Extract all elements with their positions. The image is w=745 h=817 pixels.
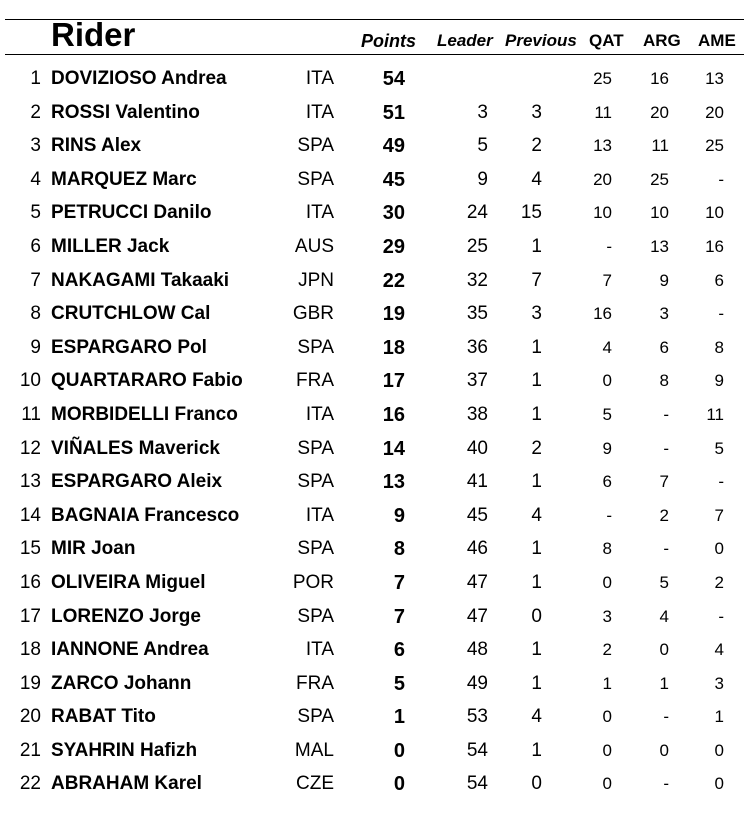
points-cell: 0	[393, 739, 405, 762]
qat-points-cell: 0	[602, 740, 612, 760]
nation-cell: ITA	[305, 639, 334, 661]
position-cell: 17	[19, 605, 41, 627]
arg-points-cell: 4	[659, 606, 669, 626]
arg-points-cell: 0	[659, 640, 669, 660]
rider-name-cell: ESPARGARO Aleix	[51, 471, 223, 493]
position-cell: 4	[30, 168, 41, 190]
arg-points-cell: 20	[650, 102, 669, 122]
arg-points-cell: 8	[659, 371, 669, 391]
gap-leader-cell: 46	[466, 538, 488, 560]
gap-leader-cell: 47	[466, 571, 488, 593]
ame-points-cell: 1	[714, 707, 724, 727]
gap-previous-cell: 3	[531, 101, 542, 123]
arg-points-cell: 6	[659, 337, 669, 357]
gap-previous-cell: 1	[531, 672, 542, 694]
qat-points-cell: 20	[593, 169, 612, 189]
table-row	[0, 567, 745, 601]
rider-name-cell: ROSSI Valentino	[51, 101, 200, 123]
nation-cell: ITA	[305, 101, 334, 123]
points-cell: 30	[382, 202, 405, 225]
nation-cell: SPA	[297, 168, 334, 190]
arg-points-cell: -	[663, 438, 669, 458]
rider-name-cell: RINS Alex	[51, 135, 142, 157]
ame-points-cell: 8	[714, 337, 724, 357]
points-cell: 45	[382, 168, 405, 191]
table-row	[0, 399, 745, 433]
nation-cell: GBR	[292, 303, 334, 325]
gap-previous-cell: 1	[531, 538, 542, 560]
qat-points-cell: 11	[594, 102, 612, 122]
header-points: Points	[361, 31, 417, 51]
arg-points-cell: 3	[659, 304, 669, 324]
nation-cell: SPA	[297, 605, 334, 627]
table-row	[0, 533, 745, 567]
gap-leader-cell: 54	[466, 739, 488, 761]
gap-leader-cell: 49	[466, 672, 488, 694]
gap-leader-cell: 45	[466, 504, 488, 526]
qat-points-cell: 9	[602, 438, 612, 458]
ame-points-cell: 7	[714, 505, 724, 525]
qat-points-cell: -	[606, 505, 612, 525]
gap-previous-cell: 0	[531, 605, 542, 627]
ame-points-cell: 3	[714, 673, 724, 693]
points-cell: 16	[382, 403, 405, 426]
gap-previous-cell: 1	[531, 403, 542, 425]
ame-points-cell: 13	[705, 69, 724, 88]
points-cell: 17	[382, 370, 405, 393]
points-cell: 0	[393, 773, 405, 796]
arg-points-cell: -	[663, 774, 669, 794]
rider-name-cell: IANNONE Andrea	[51, 639, 209, 661]
position-cell: 13	[19, 471, 41, 493]
rider-name-cell: OLIVEIRA Miguel	[51, 571, 206, 593]
gap-leader-cell: 40	[466, 437, 488, 459]
points-cell: 22	[382, 269, 405, 292]
position-cell: 19	[19, 672, 41, 694]
position-cell: 20	[19, 706, 41, 728]
table-row	[0, 63, 745, 97]
table-row	[0, 332, 745, 366]
rider-name-cell: ABRAHAM Karel	[51, 773, 202, 795]
nation-cell: SPA	[297, 437, 334, 459]
nation-cell: SPA	[297, 538, 334, 560]
gap-leader-cell: 48	[466, 639, 488, 661]
arg-points-cell: 1	[659, 673, 669, 693]
table-row	[0, 601, 745, 635]
rider-name-cell: ESPARGARO Pol	[51, 336, 207, 358]
qat-points-cell: -	[606, 236, 612, 256]
position-cell: 5	[30, 202, 41, 224]
position-cell: 14	[19, 504, 41, 526]
position-cell: 1	[30, 68, 41, 89]
position-cell: 18	[19, 639, 41, 661]
arg-points-cell: 9	[659, 270, 669, 290]
qat-points-cell: 6	[602, 472, 612, 492]
gap-previous-cell: 1	[531, 639, 542, 661]
points-cell: 8	[393, 538, 405, 561]
qat-points-cell: 1	[602, 673, 612, 693]
nation-cell: CZE	[296, 773, 334, 795]
points-cell: 5	[393, 672, 405, 695]
position-cell: 7	[30, 269, 41, 291]
arg-points-cell: 25	[650, 169, 669, 189]
position-cell: 12	[19, 437, 41, 459]
rider-name-cell: LORENZO Jorge	[51, 605, 201, 627]
qat-points-cell: 7	[602, 270, 612, 290]
position-cell: 11	[21, 403, 41, 425]
table-row	[0, 298, 745, 332]
gap-leader-cell: 36	[466, 336, 488, 358]
header-rule	[5, 54, 744, 55]
position-cell: 2	[30, 101, 41, 123]
points-cell: 6	[393, 639, 405, 662]
gap-previous-cell: 1	[531, 336, 542, 358]
gap-leader-cell: 53	[466, 706, 488, 728]
arg-points-cell: -	[663, 539, 669, 559]
header-previous: Previous	[505, 31, 577, 50]
qat-points-cell: 0	[602, 707, 612, 727]
points-cell: 7	[393, 605, 405, 628]
qat-points-cell: 0	[602, 371, 612, 391]
rider-name-cell: QUARTARARO Fabio	[51, 370, 243, 392]
arg-points-cell: -	[663, 404, 669, 424]
rider-name-cell: NAKAGAMI Takaaki	[51, 269, 230, 291]
rider-name-cell: SYAHRIN Hafizh	[51, 739, 198, 761]
table-row	[0, 365, 745, 399]
arg-points-cell: 16	[650, 69, 669, 88]
header-qat: QAT	[589, 31, 624, 50]
gap-previous-cell: 1	[531, 370, 542, 392]
table-row	[0, 466, 745, 500]
ame-points-cell: 10	[705, 203, 724, 223]
ame-points-cell: 4	[714, 640, 724, 660]
qat-points-cell: 4	[602, 337, 612, 357]
table-row	[0, 735, 745, 769]
qat-points-cell: 16	[593, 304, 612, 324]
nation-cell: ITA	[305, 504, 334, 526]
nation-cell: FRA	[296, 672, 334, 694]
arg-points-cell: 13	[650, 236, 669, 256]
qat-points-cell: 8	[602, 539, 612, 559]
table-row	[0, 668, 745, 702]
nation-cell: JPN	[298, 269, 334, 291]
nation-cell: ITA	[305, 202, 334, 224]
points-cell: 18	[382, 336, 405, 359]
gap-leader-cell: 54	[466, 773, 488, 795]
rider-name-cell: MILLER Jack	[51, 235, 170, 257]
position-cell: 9	[30, 336, 41, 358]
gap-previous-cell: 3	[531, 303, 542, 325]
points-cell: 49	[382, 135, 405, 158]
rider-name-cell: MORBIDELLI Franco	[51, 403, 238, 425]
position-cell: 22	[19, 773, 41, 795]
nation-cell: SPA	[297, 706, 334, 728]
arg-points-cell: 0	[659, 740, 669, 760]
rider-name-cell: RABAT Tito	[51, 706, 156, 728]
header-ame: AME	[698, 31, 736, 50]
table-row	[0, 768, 745, 802]
header-rider: Rider	[51, 16, 136, 53]
gap-leader-cell: 25	[466, 235, 488, 257]
ame-points-cell: -	[718, 304, 724, 324]
table-row	[0, 265, 745, 299]
gap-previous-cell: 7	[531, 269, 542, 291]
ame-points-cell: 0	[714, 740, 724, 760]
points-cell: 19	[382, 303, 405, 326]
gap-previous-cell: 2	[531, 135, 542, 157]
qat-points-cell: 3	[602, 606, 612, 626]
nation-cell: MAL	[294, 739, 334, 761]
gap-leader-cell: 3	[477, 101, 488, 123]
gap-leader-cell: 38	[466, 403, 488, 425]
standings-table	[0, 63, 745, 802]
ame-points-cell: 0	[714, 539, 724, 559]
rider-name-cell: PETRUCCI Danilo	[51, 202, 212, 224]
ame-points-cell: 6	[714, 270, 724, 290]
points-cell: 9	[393, 504, 405, 527]
rider-name-cell: DOVIZIOSO Andrea	[51, 68, 227, 89]
qat-points-cell: 0	[602, 774, 612, 794]
nation-cell: SPA	[297, 471, 334, 493]
position-cell: 15	[19, 538, 41, 560]
ame-points-cell: 9	[714, 371, 724, 391]
arg-points-cell: 10	[650, 203, 669, 223]
header-arg: ARG	[643, 31, 681, 50]
position-cell: 6	[30, 235, 41, 257]
ame-points-cell: 16	[705, 236, 724, 256]
qat-points-cell: 10	[593, 203, 612, 223]
gap-leader-cell: 35	[466, 303, 488, 325]
gap-previous-cell: 1	[531, 235, 542, 257]
gap-leader-cell: 41	[466, 471, 488, 493]
points-cell: 14	[382, 437, 405, 460]
position-cell: 10	[19, 370, 41, 392]
points-cell: 13	[382, 471, 405, 494]
qat-points-cell: 13	[593, 136, 612, 156]
points-cell: 7	[393, 571, 405, 594]
gap-leader-cell: 24	[466, 202, 488, 224]
rider-name-cell: CRUTCHLOW Cal	[51, 303, 211, 325]
table-row	[0, 164, 745, 198]
table-row	[0, 500, 745, 534]
gap-previous-cell: 4	[531, 706, 542, 728]
table-row	[0, 231, 745, 265]
position-cell: 3	[30, 135, 41, 157]
rider-name-cell: BAGNAIA Francesco	[51, 504, 240, 526]
rider-name-cell: MIR Joan	[51, 538, 136, 560]
rider-name-cell: ZARCO Johann	[51, 672, 192, 694]
gap-previous-cell: 2	[531, 437, 542, 459]
ame-points-cell: -	[718, 472, 724, 492]
qat-points-cell: 0	[602, 572, 612, 592]
ame-points-cell: -	[718, 169, 724, 189]
table-row	[0, 97, 745, 131]
gap-previous-cell: 1	[531, 571, 542, 593]
arg-points-cell: -	[663, 707, 669, 727]
nation-cell: ITA	[305, 68, 334, 89]
position-cell: 16	[19, 571, 41, 593]
gap-previous-cell: 1	[531, 471, 542, 493]
nation-cell: SPA	[297, 135, 334, 157]
arg-points-cell: 2	[659, 505, 669, 525]
ame-points-cell: 11	[706, 404, 724, 424]
gap-previous-cell: 1	[531, 739, 542, 761]
gap-previous-cell: 0	[531, 773, 542, 795]
table-row	[0, 433, 745, 467]
gap-leader-cell: 47	[466, 605, 488, 627]
nation-cell: SPA	[297, 336, 334, 358]
gap-leader-cell: 5	[477, 135, 488, 157]
arg-points-cell: 11	[651, 136, 669, 156]
ame-points-cell: 5	[714, 438, 724, 458]
position-cell: 8	[30, 303, 41, 325]
nation-cell: ITA	[305, 403, 334, 425]
table-row	[0, 634, 745, 668]
arg-points-cell: 7	[659, 472, 669, 492]
points-cell: 51	[382, 101, 405, 124]
nation-cell: FRA	[296, 370, 334, 392]
qat-points-cell: 25	[593, 69, 612, 88]
ame-points-cell: 0	[714, 774, 724, 794]
ame-points-cell: 20	[705, 102, 724, 122]
gap-previous-cell: 15	[520, 202, 542, 224]
rider-name-cell: VIÑALES Maverick	[51, 437, 220, 459]
qat-points-cell: 2	[602, 640, 612, 660]
gap-leader-cell: 32	[466, 269, 488, 291]
table-row	[0, 701, 745, 735]
ame-points-cell: 25	[705, 136, 724, 156]
ame-points-cell: -	[718, 606, 724, 626]
gap-previous-cell: 4	[531, 168, 542, 190]
gap-previous-cell: 4	[531, 504, 542, 526]
table-row	[0, 130, 745, 164]
ame-points-cell: 2	[714, 572, 724, 592]
nation-cell: AUS	[294, 235, 334, 257]
table-row	[0, 197, 745, 231]
arg-points-cell: 5	[659, 572, 669, 592]
gap-leader-cell: 9	[477, 168, 488, 190]
points-cell: 54	[382, 68, 405, 90]
rider-name-cell: MARQUEZ Marc	[51, 168, 197, 190]
position-cell: 21	[19, 739, 41, 761]
gap-leader-cell: 37	[466, 370, 488, 392]
header-leader: Leader	[437, 31, 493, 50]
points-cell: 1	[393, 706, 405, 729]
qat-points-cell: 5	[602, 404, 612, 424]
nation-cell: POR	[292, 571, 334, 593]
points-cell: 29	[382, 235, 405, 258]
